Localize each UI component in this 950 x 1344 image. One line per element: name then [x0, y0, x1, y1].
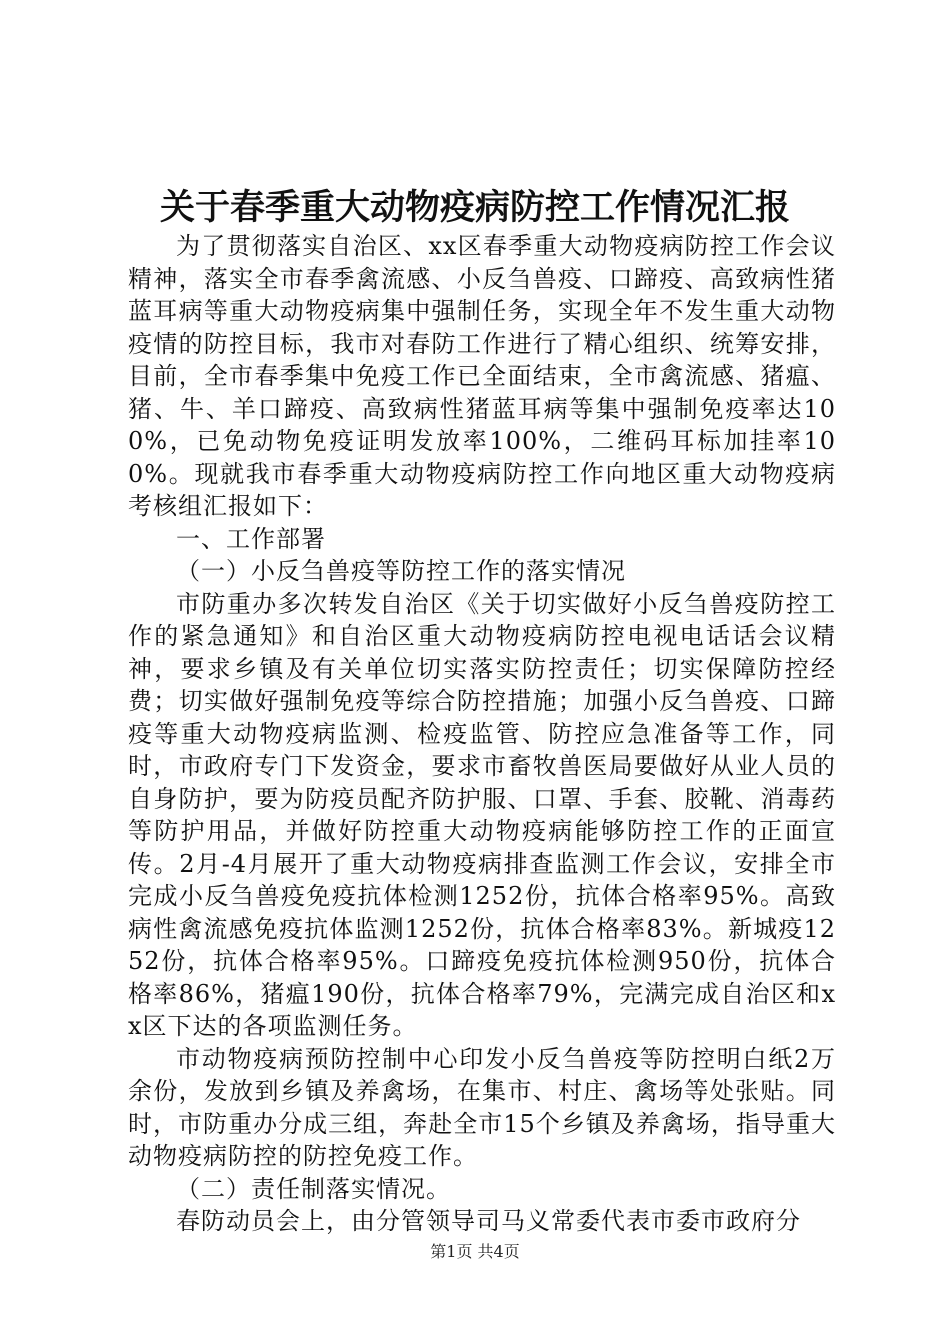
- subsection-heading-responsibility: （二）责任制落实情况。: [176, 1174, 451, 1203]
- document-title: 关于春季重大动物疫病防控工作情况汇报: [159, 187, 790, 228]
- paragraph-leaflets: 市动物疫病预防控制中心印发小反刍兽疫等防控明白纸2万余份，发放到乡镇及养禽场，在集市、村庄、禽场等处张贴。同时，市防重办分成三组，奔赴全市15个乡镇及养禽场，指导重大动物疫病防控的防控免疫工作。: [128, 1044, 836, 1170]
- paragraph-mobilization: 春防动员会上，由分管领导司马义常委代表市委市政府分: [176, 1207, 801, 1235]
- document-body: [128, 230, 836, 1238]
- paragraph-intro: 为了贯彻落实自治区、xx区春季重大动物疫病防控工作会议精神，落实全市春季禽流感、小反刍兽疫、口蹄疫、高致病性猪蓝耳病等重大动物疫病集中强制任务，实现全年不发生重大动物疫情的防控目标，我市对春防工作进行了精心组织、统筹安排，目前，全市春季集中免疫工作已全面结束，全市禽流感、猪瘟、猪、牛、羊口蹄疫、高致病性猪蓝耳病等集中强制免疫率达100%，已免动物免疫证明发放率100%，二维码耳标加挂率100%。现就我市春季重大动物疫病防控工作向地区重大动物疫病考核组汇报如下：: [128, 232, 836, 520]
- paragraph-ppr-control: 市防重办多次转发自治区《关于切实做好小反刍兽疫防控工作的紧急通知》和自治区重大动物疫病防控电视电话话会议精神，要求乡镇及有关单位切实落实防控责任；切实保障防控经费；切实做好强制免疫等综合防控措施；加强小反刍兽疫、口蹄疫等重大动物疫病监测、检疫监管、防控应急准备等工作，同时，市政府专门下发资金，要求市畜牧兽医局要做好从业人员的自身防护，要为防疫员配齐防护服、口罩、手套、胶靴、消毒药等防护用品，并做好防控重大动物疫病能够防控工作的正面宣传。2月-4月展开了重大动物疫病排查监测工作会议，安排全市完成小反刍兽疫免疫抗体检测1252份，抗体合格率95%。高致病性禽流感免疫抗体监测1252份，抗体合格率83%。新城疫1252份，抗体合格率95%。口蹄疫免疫抗体检测950份，抗体合格率86%，猪瘟190份，抗体合格率79%，完满完成自治区和xx区下达的各项监测任务。: [128, 589, 836, 1040]
- subsection-heading-ppr-control: （一）小反刍兽疫等防控工作的落实情况: [176, 557, 626, 585]
- page-number-footer: 第1页 共4页: [430, 1242, 520, 1261]
- section-heading-work-deployment: 一、工作部署: [176, 524, 326, 553]
